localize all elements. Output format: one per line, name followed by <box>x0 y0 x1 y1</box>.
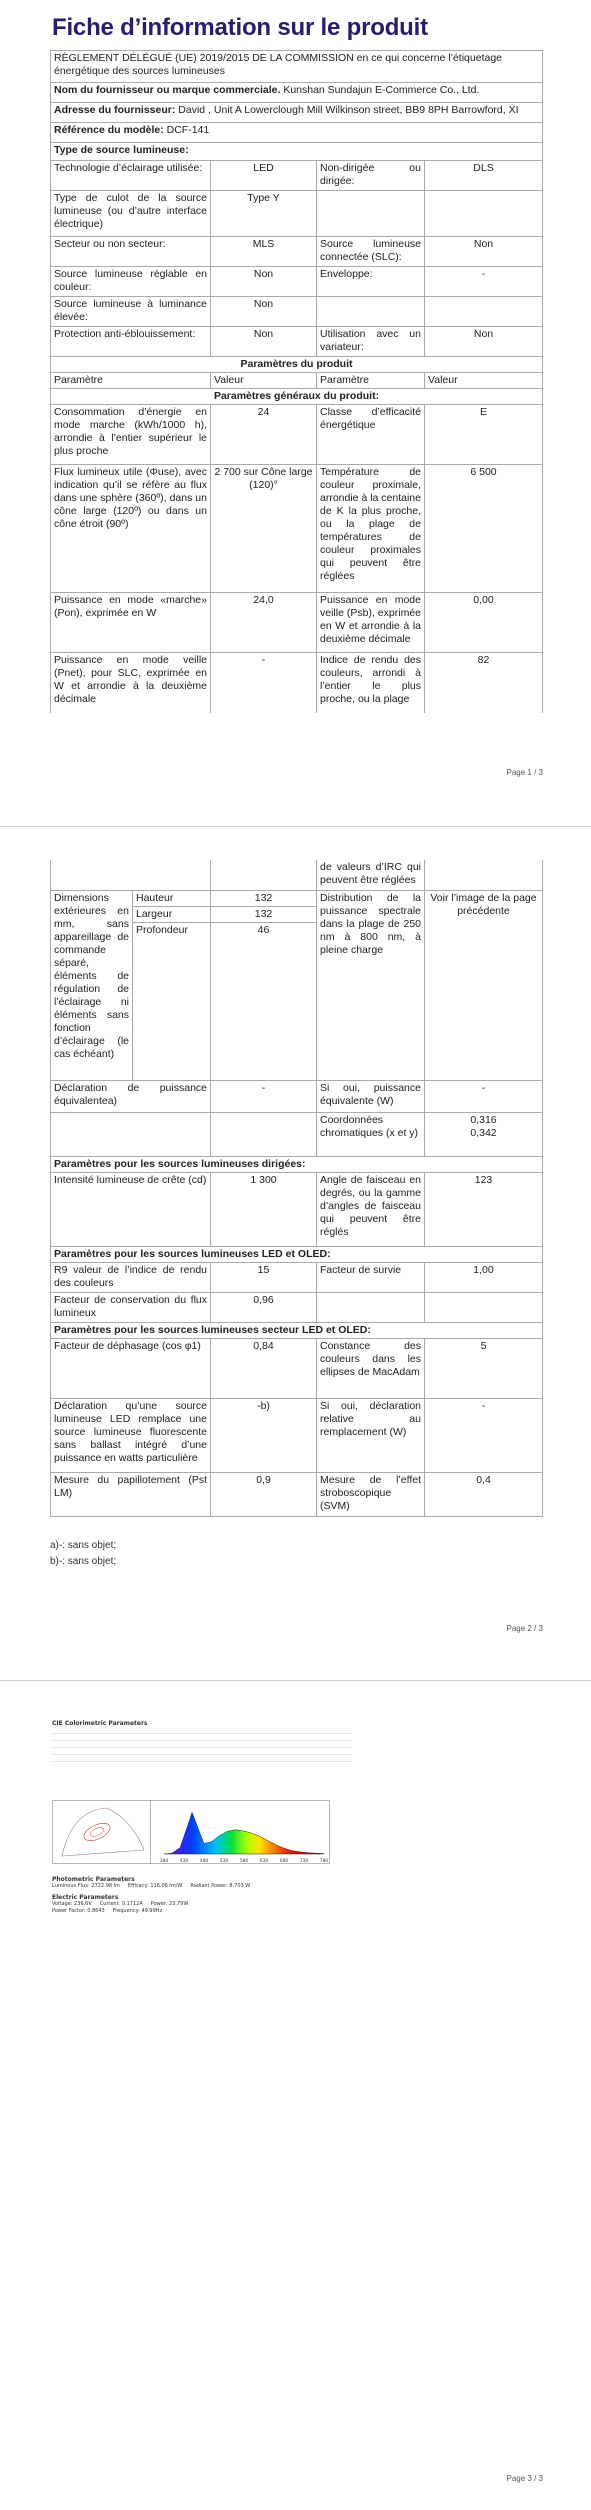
efficacy: Efficacy: 116.06 lm/W <box>127 1883 183 1889</box>
r9-label: R9 valeur de l’indice de rendu des couleurs <box>51 1262 211 1292</box>
empty-cell <box>425 1292 543 1322</box>
supplier-name-label: Nom du fournisseur ou marque commerciale. <box>54 84 281 96</box>
beam-label: Angle de faisceau en degrés, ou la gamme d’angles de faisceau qui peuvent être réglés <box>317 1172 425 1246</box>
supplier-name: Kunshan Sundajun E-Commerce Co., Ltd. <box>283 84 480 96</box>
product-params-heading: Paramètres du produit <box>51 357 543 373</box>
dims-label: Dimensions extérieures en mm, sans appareillage de commande séparé, éléments de régulation de l’éclairage ni éléments sans fonction d’éclairage (le cas échéant) <box>51 890 133 1080</box>
pon-value: 24,0 <box>211 593 317 653</box>
x-tick-label: 380 <box>159 1859 169 1864</box>
spd-label: Distribution de la puissance spectrale dans la plage de 250 nm à 800 nm, à pleine charge <box>317 890 425 1080</box>
footnote-a: a)-: sans objet; <box>50 1540 117 1551</box>
env-label: Enveloppe: <box>317 267 425 297</box>
photometric-heading: Photometric Parameters <box>52 1876 135 1883</box>
mains-label: Secteur ou non secteur: <box>51 237 211 267</box>
radiant-power: Radiant Power: 8.703 W <box>190 1883 251 1889</box>
chroma-y: 0,342 <box>470 1126 497 1139</box>
chromaticity-diagram <box>52 1800 152 1864</box>
page-number: Page 1 / 3 <box>506 768 543 777</box>
dimmer-value: Non <box>425 327 543 357</box>
repl-value: -b) <box>211 1398 317 1472</box>
header-table <box>50 50 543 713</box>
eqw-label: Si oui, puissance équivalente (W) <box>317 1080 425 1112</box>
empty-cell <box>211 860 317 890</box>
led-oled-heading: Paramètres pour les sources lumineuses LED et OLED: <box>51 1246 543 1262</box>
pf-label: Facteur de déphasage (cos φ1) <box>51 1338 211 1398</box>
mains-value: MLS <box>211 237 317 267</box>
class-value: E <box>425 405 543 465</box>
type-heading: Type de source lumineuse: <box>51 143 543 161</box>
empty-cell <box>425 860 543 890</box>
psb-label: Puissance en mode veille (Psb), exprimée en W et arrondie à la deuxième décimale <box>317 593 425 653</box>
dimmer-label: Utilisation avec un variateur: <box>317 327 425 357</box>
col-param-header: Paramètre <box>51 373 211 389</box>
params-table-continued <box>50 860 543 1517</box>
glare-value: Non <box>211 327 317 357</box>
footnote-b: b)-: sans objet; <box>50 1556 117 1567</box>
power: Power: 23.79W <box>150 1901 189 1907</box>
x-tick-label: 630 <box>259 1859 269 1864</box>
page-2 <box>0 828 591 1674</box>
mac-label: Constance des couleurs dans les ellipses de MacAdam <box>317 1338 425 1398</box>
repl-label: Déclaration qu’une source lumineuse LED remplace une source lumineuse fluorescente sans ballast intégré d’une puissance en watts particulière <box>51 1398 211 1472</box>
empty-cell <box>425 191 543 237</box>
empty-cell <box>211 1112 317 1156</box>
eqp-value: - <box>211 1080 317 1112</box>
chroma-label: Coordonnées chromatiques (x et y) <box>317 1112 425 1156</box>
regulation-text: RÈGLEMENT DÉLÉGUÉ (UE) 2019/2015 DE LA COMMISSION en ce qui concerne l’étiquetage énergétique des sources lumineuses <box>51 51 543 83</box>
voltage: Voltage: 236.6V <box>52 1901 92 1907</box>
cie-parameter-block <box>52 1727 352 1767</box>
surv-value: 1,00 <box>425 1262 543 1292</box>
measurement-sheet <box>52 1716 352 1767</box>
pst-value: 0,9 <box>211 1472 317 1516</box>
maint-value: 0,96 <box>211 1292 317 1322</box>
col-value-header: Valeur <box>211 373 317 389</box>
eqp-label: Déclaration de puissance équivalentea) <box>51 1080 211 1112</box>
color-label: Source lumineuse réglable en couleur: <box>51 267 211 297</box>
luminous-flux: Luminous Flux: 2722.98 lm <box>52 1883 120 1889</box>
x-tick-label: 530 <box>219 1859 229 1864</box>
spd-value: Voir l’image de la page précédente <box>425 890 543 1080</box>
x-tick-label: 430 <box>179 1859 189 1864</box>
photometric-block <box>52 1872 352 1915</box>
empty-cell <box>317 191 425 237</box>
maint-label: Facteur de conservation du flux lumineux <box>51 1292 211 1322</box>
page-title: Fiche d’information sur le produit <box>52 14 428 41</box>
mains-led-heading: Paramètres pour les sources lumineuses secteur LED et OLED: <box>51 1322 543 1338</box>
current: Current: 0.1712A <box>99 1901 143 1907</box>
replw-label: Si oui, déclaration relative au remplacement (W) <box>317 1398 425 1472</box>
depth-value: 46 <box>211 922 317 1080</box>
r9-value: 15 <box>211 1262 317 1292</box>
depth-label: Profondeur <box>133 922 211 1080</box>
glare-label: Protection anti-éblouissement: <box>51 327 211 357</box>
cie-heading: CIE Colorimetric Parameters <box>52 1720 148 1727</box>
env-value: - <box>425 267 543 297</box>
mac-value: 5 <box>425 1338 543 1398</box>
cri-value: 82 <box>425 653 543 713</box>
chroma-x: 0,316 <box>470 1113 497 1126</box>
svm-value: 0,4 <box>425 1472 543 1516</box>
cls-value: Non <box>425 237 543 267</box>
energy-value: 24 <box>211 405 317 465</box>
eqw-value: - <box>425 1080 543 1112</box>
energy-label: Consommation d’énergie en mode marche (kWh/1000 h), arrondie à l’entier supérieur le plus proche <box>51 405 211 465</box>
cap-value: Type Y <box>211 191 317 237</box>
height-label: Hauteur <box>133 890 211 906</box>
general-params-heading: Paramètres généraux du produit: <box>51 389 543 405</box>
empty-cell <box>425 297 543 327</box>
flux-label: Flux lumineux utile (Φuse), avec indication qu’il se réfère au flux dans une sphère (360º), dans un cône large (120º) ou dans un cône étroit (90º) <box>51 465 211 593</box>
svm-label: Mesure de l’effet stroboscopique (SVM) <box>317 1472 425 1516</box>
x-tick-label: 780 <box>319 1859 329 1864</box>
supplier-address-label: Adresse du fournisseur: <box>54 104 176 116</box>
col-param-header: Paramètre <box>317 373 425 389</box>
spectrum-chart <box>150 1800 330 1864</box>
cct-value: 6 500 <box>425 465 543 593</box>
dir-label: Non-dirigée ou dirigée: <box>317 161 425 191</box>
empty-cell <box>51 1112 211 1156</box>
empty-cell <box>317 1292 425 1322</box>
model-row <box>51 123 543 143</box>
replw-value: - <box>425 1398 543 1472</box>
empty-cell <box>317 297 425 327</box>
directional-heading: Paramètres pour les sources lumineuses dirigées: <box>51 1156 543 1172</box>
electric-heading: Electric Parameters <box>52 1894 119 1901</box>
cri-label: Indice de rendu des couleurs, arrondi à l’entier le plus proche, ou la plage <box>317 653 425 713</box>
width-value: 132 <box>211 906 317 922</box>
cri-label-continued: de valeurs d’IRC qui peuvent être réglées <box>317 860 425 890</box>
page-number: Page 3 / 3 <box>506 2474 543 2483</box>
tech-label: Technologie d’éclairage utilisée: <box>51 161 211 191</box>
page-number: Page 2 / 3 <box>506 1624 543 1633</box>
high-value: Non <box>211 297 317 327</box>
peak-value: 1 300 <box>211 1172 317 1246</box>
beam-value: 123 <box>425 1172 543 1246</box>
power-factor: Power Factor: 0.8643 <box>52 1908 105 1914</box>
width-label: Largeur <box>133 906 211 922</box>
cls-label: Source lumineuse connectée (SLC): <box>317 237 425 267</box>
flux-value: 2 700 sur Cône large (120)° <box>211 465 317 593</box>
tech-value: LED <box>211 161 317 191</box>
dir-value: DLS <box>425 161 543 191</box>
x-tick-label: 480 <box>199 1859 209 1864</box>
pst-label: Mesure du papillotement (Pst LM) <box>51 1472 211 1516</box>
color-value: Non <box>211 267 317 297</box>
peak-label: Intensité lumineuse de crête (cd) <box>51 1172 211 1246</box>
model-value: DCF-141 <box>166 124 210 136</box>
empty-cell <box>51 860 211 890</box>
surv-label: Facteur de survie <box>317 1262 425 1292</box>
pon-label: Puissance en mode «marche» (Pon), exprimée en W <box>51 593 211 653</box>
psb-value: 0,00 <box>425 593 543 653</box>
pnet-value: - <box>211 653 317 713</box>
cct-label: Température de couleur proximale, arrondie à la centaine de K la plus proche, ou la plage de températures de couleur proximales qui peuvent être réglées <box>317 465 425 593</box>
pf-value: 0,84 <box>211 1338 317 1398</box>
frequency: Frequency: 49.99Hz <box>112 1908 163 1914</box>
page-separator <box>0 826 591 827</box>
cap-label: Type de culot de la source lumineuse (ou d’autre interface électrique) <box>51 191 211 237</box>
page-1 <box>0 0 591 830</box>
chroma-value <box>425 1112 543 1156</box>
supplier-address: David , Unit A Lowerclough Mill Wilkinson street, BB9 8PH Barrowford, XI <box>178 104 519 116</box>
x-tick-label: 730 <box>299 1859 309 1864</box>
model-label: Référence du modèle: <box>54 124 164 136</box>
class-label: Classe d’efficacité énergétique <box>317 405 425 465</box>
page-separator <box>0 1680 591 1681</box>
col-value-header: Valeur <box>425 373 543 389</box>
pnet-label: Puissance en mode veille (Pnet), pour SLC, exprimée en W et arrondie à la deuxième décimale <box>51 653 211 713</box>
high-label: Source lumineuse à luminance élevée: <box>51 297 211 327</box>
x-tick-label: 580 <box>239 1859 249 1864</box>
x-tick-label: 680 <box>279 1859 289 1864</box>
height-value: 132 <box>211 890 317 906</box>
supplier-address-row <box>51 103 543 123</box>
supplier-name-row <box>51 83 543 103</box>
